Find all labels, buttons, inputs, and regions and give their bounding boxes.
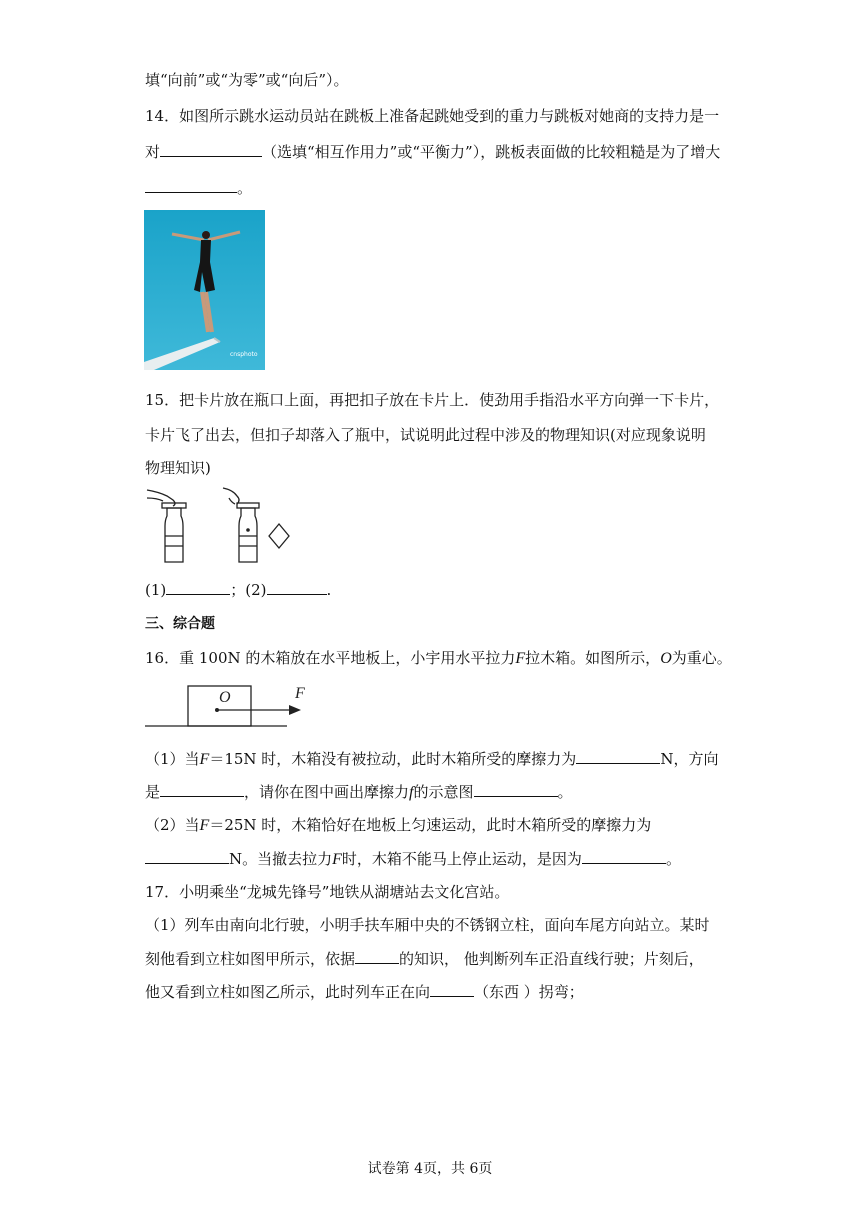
question-16-2-text-2 [145,849,681,870]
text: 的示意图 [413,783,474,801]
question-14-text: 14．如图所示跳水运动员站在跳板上准备起跳她受到的重力与跳板对她商的支持力是一 [145,107,720,125]
text: （选填“相互作用力”或“平衡力”），跳板表面做的比较粗糙是为了增大 [262,143,721,161]
question-16-1-text-2 [145,782,573,803]
question-15-text: 15．把卡片放在瓶口上面，再把扣子放在卡片上．使劲用手指沿水平方向弹一下卡片， [145,391,720,409]
question-16-2-text [145,815,651,836]
text: N，方向 [660,750,719,768]
text: 的知识， 他判断列车正沿直线行驶；片刻后， [399,950,704,968]
text: N。当撤去拉力 [229,850,333,868]
text: 对 [145,143,161,161]
text: 。 [237,179,253,197]
question-15-answers [145,580,331,600]
question-15-text-2: 卡片飞了出去，但扣子却落入了瓶中，试说明此过程中涉及的物理知识(对应现象说明 [145,426,706,444]
text: . [326,581,332,599]
answer-blank-1[interactable] [166,580,230,595]
bottle-card-figure [145,486,305,566]
text: (1) [145,581,167,599]
answer-blank[interactable] [145,849,229,864]
text: 刻他看到立柱如图甲所示，依据 [145,950,356,968]
text: （1）当 [145,750,200,768]
answer-blank[interactable] [160,142,262,157]
watermark: cnsphoto [230,351,258,358]
center-label: O [219,689,231,706]
text: 是 [145,783,161,801]
text: 他又看到立柱如图乙所示，此时列车正在向 [145,983,431,1001]
answer-blank-2[interactable] [267,580,327,595]
question-17-1-text-2 [145,949,704,969]
text: （2）当 [145,816,200,834]
answer-blank[interactable] [430,982,474,997]
question-14-text-2 [145,142,720,162]
text: 。 [665,850,681,868]
variable: F [332,851,342,868]
variable: F [199,751,210,768]
text: 为重心。 [671,649,732,667]
question-14-text-3 [145,178,252,198]
page-footer: 试卷第 4页，共 6页 [367,1161,493,1177]
question-17-text: 17．小明乘坐“龙城先锋号”地铁从湖塘站去文化宫站。 [145,883,510,901]
section-heading: 三、综合题 [145,616,215,632]
answer-blank[interactable] [145,178,237,193]
question-17-1-text: （1）列车由南向北行驶，小明手扶车厢中央的不锈钢立柱，面向车尾方向站立。某时 [145,916,710,934]
force-label: F [295,685,305,702]
question-16-text [145,648,732,669]
answer-blank[interactable] [160,782,244,797]
box-force-figure [145,680,315,732]
text: 16．重 100N 的木箱放在水平地板上，小宇用水平拉力 [145,649,516,667]
variable: O [660,650,672,667]
text: 时，木箱不能马上停止运动，是因为 [341,850,582,868]
question-15-text-3: 物理知识) [145,459,211,477]
text: ，请你在图中画出摩擦力 [244,783,410,801]
text: （东西 ）拐弯； [474,983,584,1001]
text: ；(2) [230,581,267,599]
text: 。 [557,783,573,801]
variable: F [199,817,210,834]
text-line: 填“向前”或“为零”或“向后”）。 [145,71,349,89]
variable: F [515,650,526,667]
text: ＝25N 时，木箱恰好在地板上匀速运动，此时木箱所受的摩擦力为 [209,816,652,834]
text: ＝15N 时，木箱没有被拉动，此时木箱所受的摩擦力为 [209,750,577,768]
text: 拉木箱。如图所示， [525,649,661,667]
variable: f [409,784,414,801]
question-16-1-text [145,749,718,770]
answer-blank[interactable] [582,849,666,864]
answer-blank[interactable] [355,949,399,964]
answer-blank[interactable] [474,782,558,797]
question-17-1-text-3 [145,982,584,1002]
diver-figure [144,210,265,370]
answer-blank[interactable] [576,749,660,764]
